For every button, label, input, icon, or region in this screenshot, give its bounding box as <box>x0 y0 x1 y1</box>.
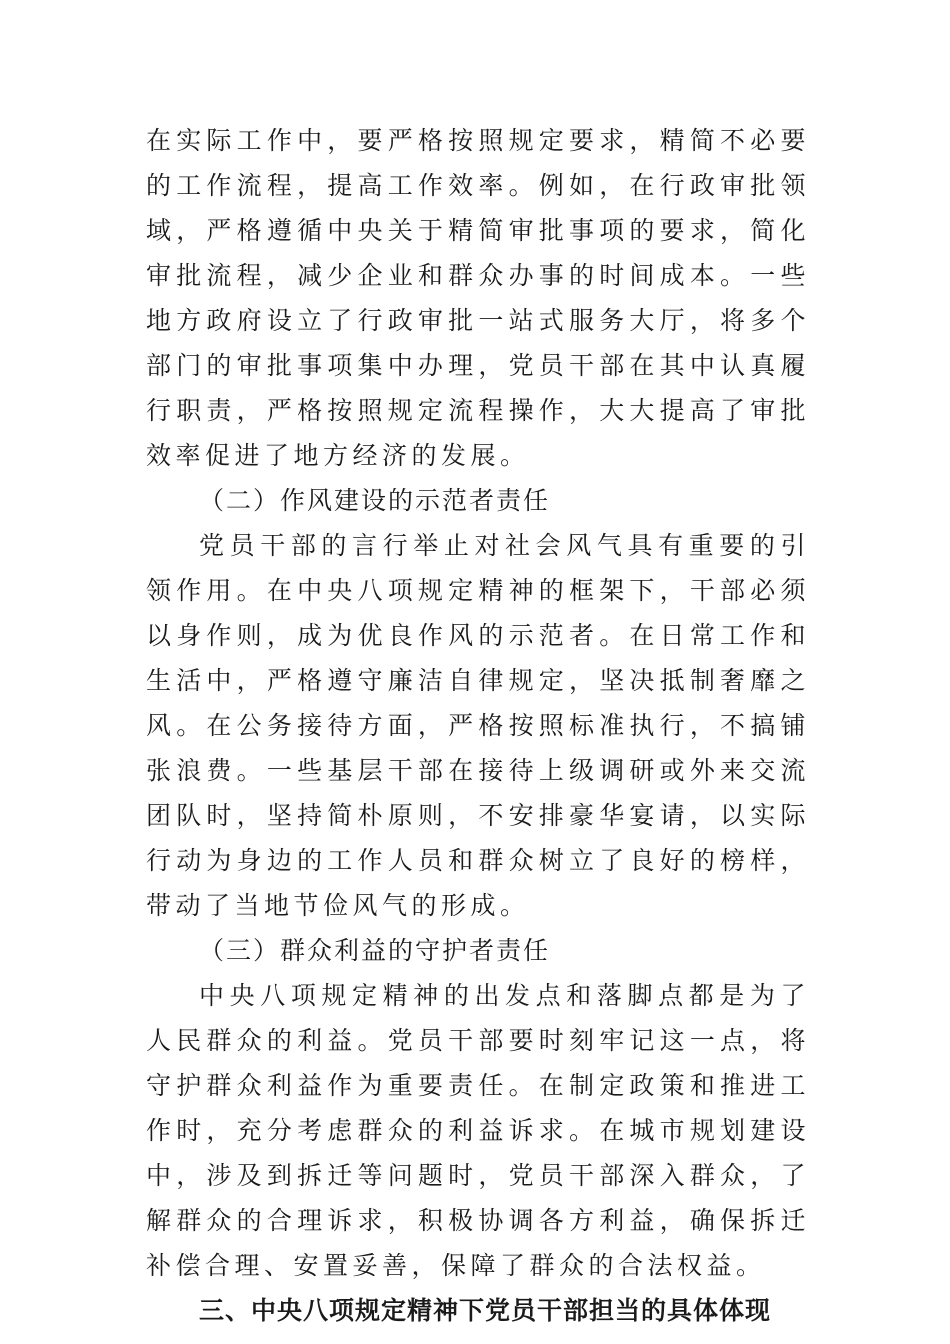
subheading-exemplar-responsibility: （二）作风建设的示范者责任 <box>199 486 551 515</box>
paragraph-work-style: 党员干部的言行举止对社会风气具有重要的引领作用。在中央八项规定精神的框架下，干部必须以身作则，成为优良作风的示范者。在日常工作和生活中，严格遵守廉洁自律规定，坚决抵制奢靡之风。在公务接待方面，严格按照标准执行，不搞铺张浪费。一些基层干部在接待上级调研或外来交流团队时，坚持简朴原则，不安排豪华宴请，以实际行动为身边的工作人员和群众树立了良好的榜样，带动了当地节俭风气的形成。 <box>146 531 810 920</box>
subheading-guardian-responsibility: （三）群众利益的守护者责任 <box>199 936 551 965</box>
section-heading-three: 三、中央八项规定精神下党员干部担当的具体体现 <box>199 1296 772 1325</box>
document-body <box>146 118 810 1333</box>
paragraph-approval-efficiency: 在实际工作中，要严格按照规定要求，精简不必要的工作流程，提高工作效率。例如，在行政审批领域，严格遵循中央关于精简审批事项的要求，简化审批流程，减少企业和群众办事的时间成本。一些地方政府设立了行政审批一站式服务大厅，将多个部门的审批事项集中办理，党员干部在其中认真履行职责，严格按照规定流程操作，大大提高了审批效率促进了地方经济的发展。 <box>146 126 810 470</box>
paragraph-public-interest: 中央八项规定精神的出发点和落脚点都是为了人民群众的利益。党员干部要时刻牢记这一点，将守护群众利益作为重要责任。在制定政策和推进工作时，充分考虑群众的利益诉求。在城市规划建设中，涉及到拆迁等问题时，党员干部深入群众，了解群众的合理诉求，积极协调各方利益，确保拆迁补偿合理、安置妥善，保障了群众的合法权益。 <box>146 981 810 1280</box>
